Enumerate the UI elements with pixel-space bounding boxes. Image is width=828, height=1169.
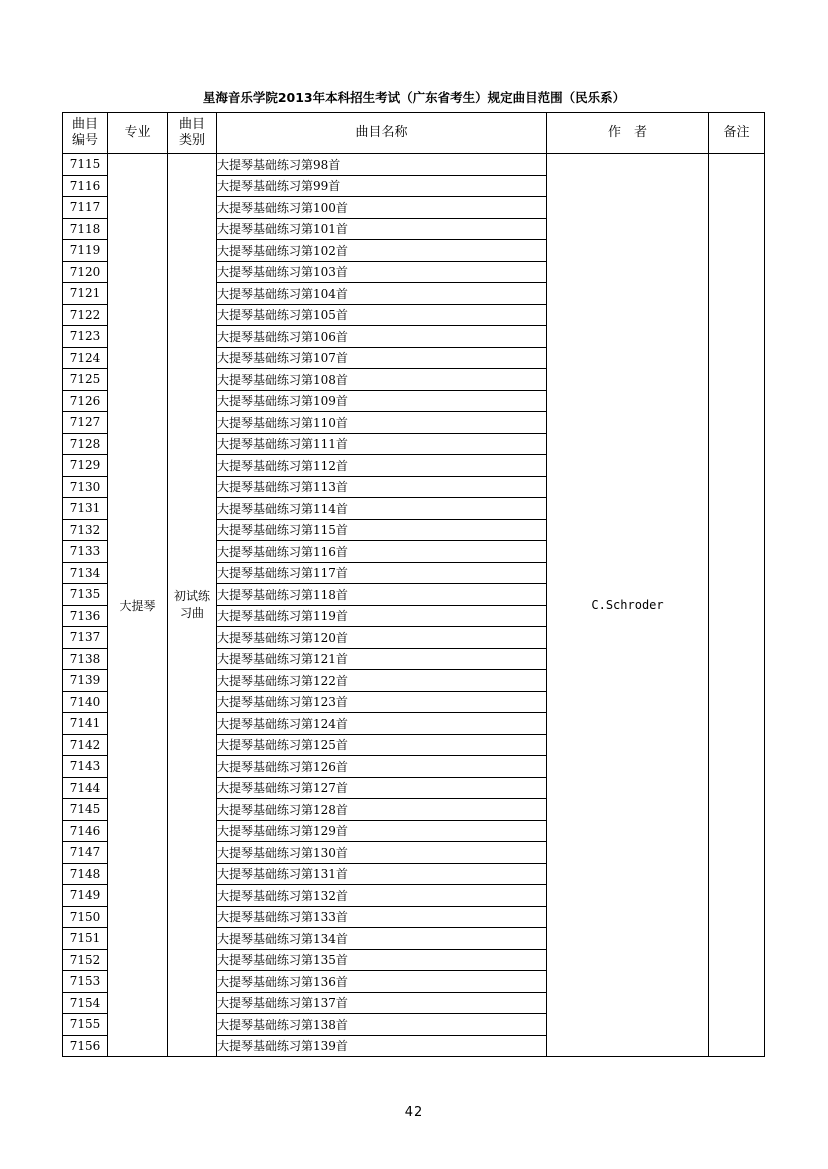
row-piece-name: 大提琴基础练习第136首: [217, 971, 547, 993]
row-code: 7141: [63, 713, 108, 735]
row-piece-name: 大提琴基础练习第134首: [217, 928, 547, 950]
header-author: 作 者: [547, 113, 709, 154]
row-piece-name: 大提琴基础练习第130首: [217, 842, 547, 864]
row-code: 7130: [63, 476, 108, 498]
row-piece-name: 大提琴基础练习第112首: [217, 455, 547, 477]
row-code: 7128: [63, 433, 108, 455]
page-title: 星海音乐学院2013年本科招生考试（广东省考生）规定曲目范围（民乐系）: [202, 90, 626, 105]
row-piece-name: 大提琴基础练习第118首: [217, 584, 547, 606]
row-code: 7127: [63, 412, 108, 434]
row-code: 7156: [63, 1035, 108, 1057]
row-piece-name: 大提琴基础练习第124首: [217, 713, 547, 735]
note-cell: [709, 154, 765, 1057]
row-code: 7152: [63, 949, 108, 971]
row-code: 7144: [63, 777, 108, 799]
row-code: 7133: [63, 541, 108, 563]
row-code: 7123: [63, 326, 108, 348]
row-piece-name: 大提琴基础练习第119首: [217, 605, 547, 627]
row-code: 7136: [63, 605, 108, 627]
row-piece-name: 大提琴基础练习第99首: [217, 175, 547, 197]
row-piece-name: 大提琴基础练习第123首: [217, 691, 547, 713]
repertoire-table: [62, 112, 765, 1057]
row-code: 7126: [63, 390, 108, 412]
row-piece-name: 大提琴基础练习第113首: [217, 476, 547, 498]
row-piece-name: 大提琴基础练习第114首: [217, 498, 547, 520]
row-code: 7154: [63, 992, 108, 1014]
row-code: 7148: [63, 863, 108, 885]
row-piece-name: 大提琴基础练习第116首: [217, 541, 547, 563]
row-piece-name: 大提琴基础练习第132首: [217, 885, 547, 907]
row-code: 7125: [63, 369, 108, 391]
row-piece-name: 大提琴基础练习第115首: [217, 519, 547, 541]
row-code: 7131: [63, 498, 108, 520]
row-code: 7115: [63, 154, 108, 176]
major-cell: 大提琴: [108, 154, 168, 1057]
row-code: 7124: [63, 347, 108, 369]
row-piece-name: 大提琴基础练习第135首: [217, 949, 547, 971]
table-header-row: [63, 113, 765, 154]
row-piece-name: 大提琴基础练习第131首: [217, 863, 547, 885]
header-code: 曲目编号: [63, 113, 108, 154]
row-piece-name: 大提琴基础练习第137首: [217, 992, 547, 1014]
row-piece-name: 大提琴基础练习第128首: [217, 799, 547, 821]
row-piece-name: 大提琴基础练习第110首: [217, 412, 547, 434]
author-cell: C.Schroder: [547, 154, 709, 1057]
row-code: 7155: [63, 1014, 108, 1036]
row-piece-name: 大提琴基础练习第120首: [217, 627, 547, 649]
row-code: 7153: [63, 971, 108, 993]
row-piece-name: 大提琴基础练习第111首: [217, 433, 547, 455]
header-category: 曲目类别: [168, 113, 217, 154]
row-code: 7121: [63, 283, 108, 305]
row-code: 7135: [63, 584, 108, 606]
row-code: 7140: [63, 691, 108, 713]
row-code: 7147: [63, 842, 108, 864]
row-piece-name: 大提琴基础练习第108首: [217, 369, 547, 391]
row-piece-name: 大提琴基础练习第101首: [217, 218, 547, 240]
row-code: 7150: [63, 906, 108, 928]
row-piece-name: 大提琴基础练习第100首: [217, 197, 547, 219]
table-row: [63, 154, 765, 176]
row-code: 7119: [63, 240, 108, 262]
row-piece-name: 大提琴基础练习第122首: [217, 670, 547, 692]
row-code: 7149: [63, 885, 108, 907]
row-code: 7132: [63, 519, 108, 541]
row-piece-name: 大提琴基础练习第109首: [217, 390, 547, 412]
row-code: 7138: [63, 648, 108, 670]
row-code: 7151: [63, 928, 108, 950]
row-piece-name: 大提琴基础练习第98首: [217, 154, 547, 176]
row-code: 7143: [63, 756, 108, 778]
header-name: 曲目名称: [217, 113, 547, 154]
row-piece-name: 大提琴基础练习第138首: [217, 1014, 547, 1036]
row-code: 7137: [63, 627, 108, 649]
row-piece-name: 大提琴基础练习第106首: [217, 326, 547, 348]
row-piece-name: 大提琴基础练习第127首: [217, 777, 547, 799]
row-code: 7120: [63, 261, 108, 283]
row-piece-name: 大提琴基础练习第104首: [217, 283, 547, 305]
row-code: 7122: [63, 304, 108, 326]
row-piece-name: 大提琴基础练习第117首: [217, 562, 547, 584]
row-piece-name: 大提琴基础练习第105首: [217, 304, 547, 326]
row-code: 7117: [63, 197, 108, 219]
row-code: 7145: [63, 799, 108, 821]
page-number: 42: [404, 1105, 424, 1120]
row-piece-name: 大提琴基础练习第126首: [217, 756, 547, 778]
category-label: 初试练习曲: [173, 589, 210, 620]
row-piece-name: 大提琴基础练习第107首: [217, 347, 547, 369]
row-piece-name: 大提琴基础练习第102首: [217, 240, 547, 262]
header-note: 备注: [709, 113, 765, 154]
row-piece-name: 大提琴基础练习第129首: [217, 820, 547, 842]
row-code: 7116: [63, 175, 108, 197]
row-piece-name: 大提琴基础练习第103首: [217, 261, 547, 283]
row-piece-name: 大提琴基础练习第133首: [217, 906, 547, 928]
header-major: 专业: [108, 113, 168, 154]
row-code: 7118: [63, 218, 108, 240]
row-piece-name: 大提琴基础练习第139首: [217, 1035, 547, 1057]
row-code: 7142: [63, 734, 108, 756]
row-code: 7139: [63, 670, 108, 692]
row-piece-name: 大提琴基础练习第121首: [217, 648, 547, 670]
row-code: 7129: [63, 455, 108, 477]
row-code: 7146: [63, 820, 108, 842]
row-piece-name: 大提琴基础练习第125首: [217, 734, 547, 756]
category-cell: [168, 154, 217, 1057]
row-code: 7134: [63, 562, 108, 584]
